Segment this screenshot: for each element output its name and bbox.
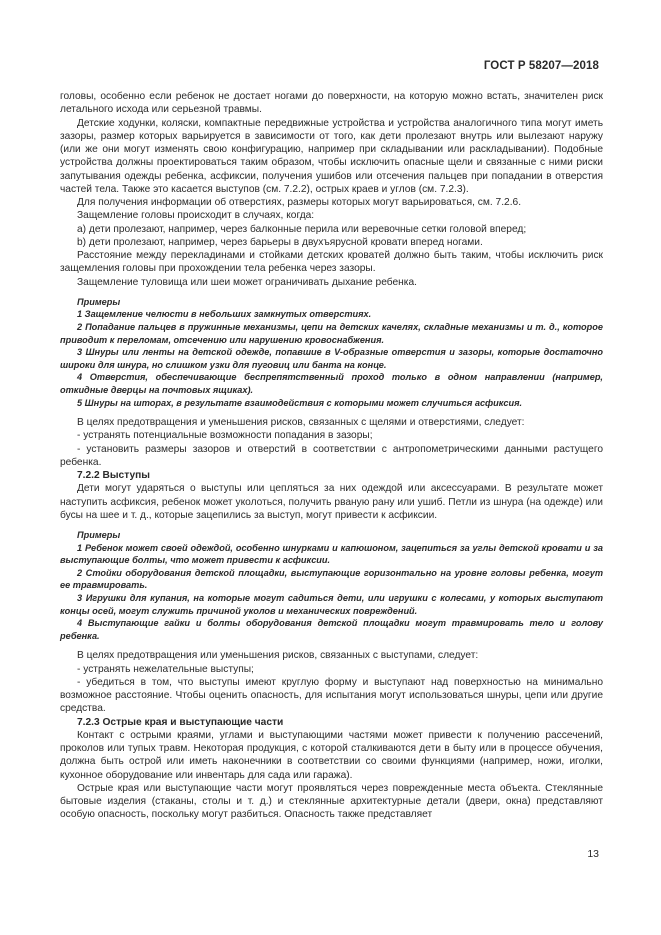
example-item: 1 Защемление челюсти в небольших замкнутых отверстиях. — [77, 309, 372, 320]
page-number: 13 — [587, 848, 599, 860]
section-heading-7-2-2: 7.2.2 Выступы — [77, 470, 150, 482]
example-item: 2 Попадание пальцев в пружинные механизмы, цепи на детских качелях, складные механизмы и т. д., которое приводит к переломам, отсечению или нарушению кровоснабжения. — [60, 321, 603, 345]
list-item: - установить размеры зазоров и отверстий в соответствии с антропометрическими данными растущего ребенка. — [60, 443, 603, 468]
examples-title: Примеры — [77, 530, 121, 541]
example-item: 2 Стойки оборудования детской площадки, выступающие горизонтально на уровне головы ребенка, могут ее травмировать. — [60, 567, 603, 591]
example-item: 5 Шнуры на шторах, в результате взаимодействия с которыми может случиться асфиксия. — [77, 397, 523, 408]
paragraph: Защемление головы происходит в случаях, когда: — [77, 210, 315, 222]
list-item: - устранять потенциальные возможности попадания в зазоры; — [77, 430, 373, 442]
examples-block-2 — [60, 529, 603, 642]
examples-title: Примеры — [77, 296, 121, 307]
list-item: a) дети пролезают, например, через балконные перила или веревочные сетки головой вперед; — [77, 223, 527, 235]
example-item: 1 Ребенок может своей одеждой, особенно шнурками и капюшоном, зацепиться за углы детской кровати и за выступающие болты, что может привести к асфиксии. — [60, 542, 603, 566]
example-item: 4 Выступающие гайки и болты оборудования детской площадки могут травмировать тело и голову ребенка. — [60, 618, 603, 641]
example-item: 4 Отверстия, обеспечивающие беспрепятственный проход только в одном направлении (например, откидные дверцы на почтовых ящиках). — [60, 372, 603, 395]
list-item: - устранять нежелательные выступы; — [77, 663, 254, 675]
paragraph: Расстояние между перекладинами и стойками детских кроватей должно быть таким, чтобы исключить риск защемления головы при прохождении тела ребенка через зазоры. — [60, 250, 603, 275]
paragraph: головы, особенно если ребенок не достает ногами до поверхности, на которую можно встать, значителен риск летального исхода или серьезной травмы. — [60, 91, 603, 116]
page-body — [60, 90, 603, 822]
paragraph: Детские ходунки, коляски, компактные передвижные устройства и устройства аналогичного типа могут иметь зазоры, размер которых варьируется в зависимости от того, как дети пролезают внутрь или вылезают наружу (или же они могут изменять свою конфигурацию, например при складывании или раскладывании). Подобные устройства должны проектироваться таким образом, чтобы исключить опасные щели и связанные с ними риски запутывания одежды ребенка, асфиксии, получения ушибов или отсечения пальцев при попадании в отверстия частей тела. Также это касается выступов (см. 7.2.2), острых краев и углов (см. 7.2.3). — [60, 117, 603, 195]
list-item: - убедиться в том, что выступы имеют круглую форму и выступают над поверхностью на минимально возможное расстояние. Чтобы оценить опасность, для испытания могут использоваться шнуры, цепи или другие средства. — [60, 676, 603, 715]
example-item: 3 Игрушки для купания, на которые могут садиться дети, или игрушки с колесами, у которых выступают концы осей, могут служить причиной уколов и механических повреждений. — [60, 593, 603, 616]
paragraph: Контакт с острыми краями, углами и выступающими частями может привести к получению рассечений, проколов или тупых травм. Некоторая продукция, с которой сталкиваются дети в быту или в процессе обучения, должна быть острой или иметь наконечники в соответствии со своими функциями (например, ножи, иголки, кухонное оборудование или инвентарь для сада или гаража). — [60, 729, 603, 781]
paragraph: В целях предотвращения или уменьшения рисков, связанных с выступами, следует: — [77, 650, 479, 662]
paragraph: Дети могут ударяться о выступы или цепляться за них одеждой или аксессуарами. В результате может наступить асфиксия, ребенок может уколоться, получить рваную рану или ушиб. Петли из шнура (на одежде) или бусы на шее и т. д., которые зацепились за выступ, могут привести к асфиксии. — [60, 483, 603, 521]
list-item: b) дети пролезают, например, через барьеры в двухъярусной кровати вперед ногами. — [77, 236, 483, 248]
section-heading-7-2-3: 7.2.3 Острые края и выступающие части — [77, 716, 284, 728]
example-item: 3 Шнуры или ленты на детской одежде, попавшие в V-образные отверстия и зазоры, которые достаточно широки для шнура, но слишком узки для пуговиц или банта на конце. — [60, 347, 603, 370]
paragraph: Острые края или выступающие части могут проявляться через поврежденные места объекта. Стеклянные бытовые изделия (стаканы, столы и т. д.) и стеклянные архитектурные детали (двери, окна) представляют особую опасность, поскольку могут разбиться. Опасность также представляет — [60, 782, 603, 821]
paragraph: Защемление туловища или шеи может ограничивать дыхание ребенка. — [77, 276, 417, 288]
examples-block-1 — [60, 296, 603, 409]
document-header: ГОСТ Р 58207—2018 — [483, 60, 599, 72]
paragraph: В целях предотвращения и уменьшения рисков, связанных с щелями и отверстиями, следует: — [77, 417, 525, 429]
paragraph: Для получения информации об отверстиях, размеры которых могут варьироваться, см. 7.2.6. — [77, 197, 522, 208]
